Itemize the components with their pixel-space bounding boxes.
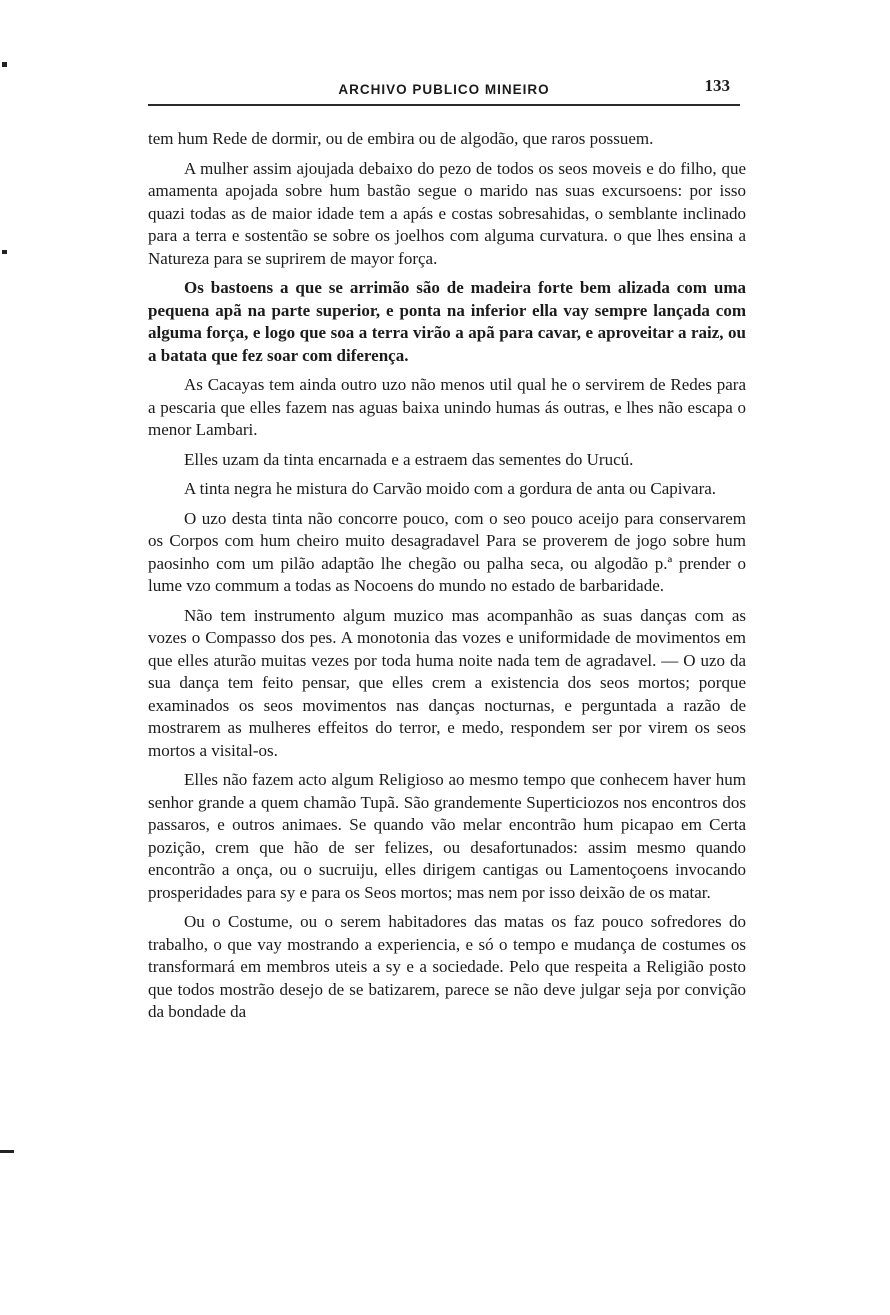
paragraph: Ou o Costume, ou o serem habitadores das matas os faz pouco sofredores do trabalho, o que vay mostrando a experiencia, e só o tempo e mudança de costumes os transformará em membros uteis a sy e a sociedade. Pelo que respeita a Religião posto que todos mostrão desejo de se batizarem, parece se não deve julgar seja por convição da bondade da (148, 912, 746, 1021)
paragraph: A tinta negra he mistura do Carvão moido com a gordura de anta ou Capivara. (184, 479, 717, 498)
paragraph: O uzo desta tinta não concorre pouco, com o seo pouco aceijo para conservarem os Corpos com hum cheiro muito desagradavel Para se proverem de jogo sobre hum paosinho com um pilão adaptão lhe chegão ou palha seca, ou algodão p.ª prender o lume vzo commum a todas as Nocoens do mundo no estado de barbaridade. (148, 508, 746, 595)
paragraph: Elles uzam da tinta encarnada e a estraem das sementes do Urucú. (184, 449, 634, 469)
paragraph: tem hum Rede de dormir, ou de embira ou de algodão, que raros possuem. (148, 129, 654, 148)
margin-mark (2, 62, 7, 67)
margin-mark (2, 250, 7, 254)
paragraph: As Cacayas tem ainda outro uzo não menos util qual he o servirem de Redes para a pescaria que elles fazem nas aguas baixa unindo humas ás outras, e lhes não escapa o menor Lambari. (148, 375, 746, 439)
page-number: 133 (704, 76, 730, 95)
running-head: ARCHIVO PUBLICO MINEIRO (338, 82, 550, 97)
body-text (148, 128, 746, 1031)
paragraph: Não tem instrumento algum muzico mas acompanhão as suas danças com as vozes o Compasso dos pes. A monotonia das vozes e uniformidade de movimentos em que elles aturão muitas vezes por toda huma noite nada tem de agradavel. — O uzo da sua dança tem feito pensar, que elles crem a existencia dos seos mortos; porque examinados os seos movimentos nas danças nocturnas, e perguntada a razão de mostrarem as mulheres effeitos do terror, e medo, respondem ser por virem os seos mortos a visital-os. (148, 605, 746, 760)
paragraph: Elles não fazem acto algum Religioso ao mesmo tempo que conhecem haver hum senhor grande a quem chamão Tupã. São grandemente Superticiozos nos encontros dos passaros, e outros animaes. Se quando vão melar encontrão hum picapao em Certa pozição, crem que hão de ser felizes, ou desafortunados: assim mesmo quando encontrão a onça, ou o sucruiju, elles dirigem cantigas ou Lamentoçoens invocando prosperidades para sy e para os Seos mortos; mas nem por isso deixão de os matar. (148, 770, 746, 902)
page-header (148, 76, 740, 106)
paragraph: A mulher assim ajoujada debaixo do pezo de todos os seos moveis e do filho, que amamenta apojada sobre hum bastão segue o marido nas suas excursoens: por isso quazi todas as de maior idade tem a apás e costas sobresahidas, o semblante inclinado para a terra e sostentão se sobre os joelhos com alguma curvatura. o que lhes ensina a Natureza para se suprirem de mayor força. (148, 158, 746, 268)
paragraph: Os bastoens a que se arrimão são de madeira forte bem alizada com uma pequena apã na parte superior, e ponta na inferior ella vay sempre lançada com alguma força, e logo que soa a terra virão a apã para cavar, e aproveitar a raiz, ou a batata que fez soar com diferença. (148, 278, 746, 365)
margin-mark (0, 1150, 14, 1153)
